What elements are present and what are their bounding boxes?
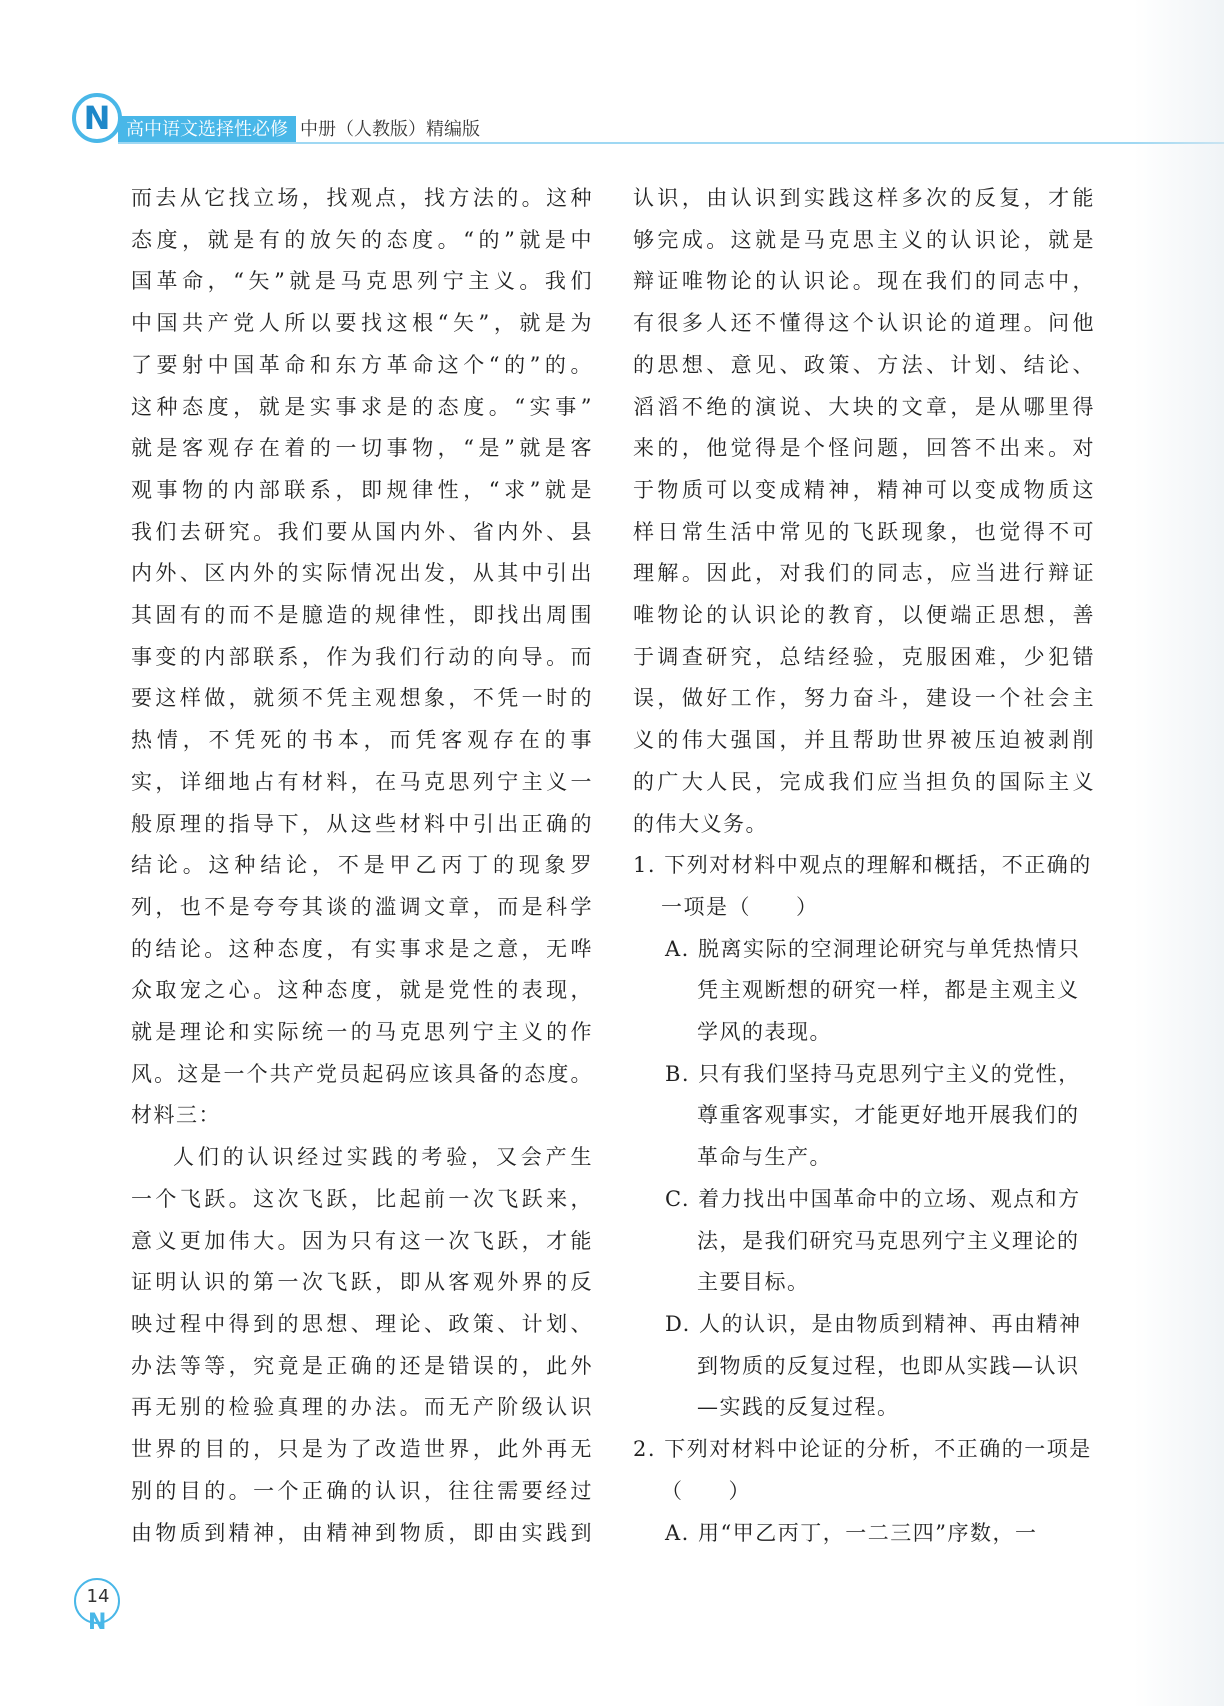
text-line: 一个飞跃。这次飞跃，比起前一次飞跃来， [131,1186,593,1211]
question-1-option-a: A. 脱离实际的空洞理论研究与单凭热情只凭主观断想的研究一样，都是主观主义学风的表现。 [665,936,1081,1045]
text-line: 认识，由认识到实践这样多次的反复，才能 [633,186,1095,210]
text-line: 国革命，“矢”就是马克思列宁主义。我们 [131,269,593,294]
text-line: 的伟大义务。 [633,811,768,836]
text-line: 风。这是一个共产党员起码应该具备的态度。 [131,1061,593,1086]
page-number-badge [74,1578,122,1635]
series-title: 高中语文选择性必修 [118,116,296,144]
material-heading: 材料三： [131,1103,221,1128]
text-line: 唯物论的认识论的教育，以便端正思想，善 [633,603,1095,628]
text-line: 样日常生活中常见的飞跃现象，也觉得不可 [633,519,1095,544]
text-line: 我们去研究。我们要从国内外、省内外、县 [131,519,593,544]
footer-logo-letter: N [88,1610,107,1635]
text-line: 人们的认识经过实践的考验，又会产生 [173,1145,593,1170]
text-line: 而去从它找立场，找观点，找方法的。这种 [131,186,593,210]
left-column [131,178,593,1554]
text-line: 观事物的内部联系，即规律性，“求”就是 [131,477,593,502]
text-line: 的思想、意见、政策、方法、计划、结论、 [633,352,1095,377]
text-line: 滔滔不绝的演说、大块的文章，是从哪里得 [633,394,1095,419]
text-line: 再无别的检验真理的办法。而无产阶级认识 [131,1395,593,1420]
text-line: 够完成。这就是马克思主义的认识论，就是 [633,227,1095,252]
text-line: 世界的目的，只是为了改造世界，此外再无 [131,1437,593,1462]
question-2-option-a: A. 用“甲乙丙丁，一二三四”序数，一 [665,1520,1038,1545]
text-line: 理解。因此，对我们的同志，应当进行辩证 [633,561,1095,586]
text-line: 别的目的。一个正确的认识，往往需要经过 [131,1478,593,1503]
text-line: 事变的内部联系，作为我们行动的向导。而 [131,644,593,669]
text-line: 实，详细地占有材料，在马克思列宁主义一 [131,769,593,794]
question-2-stem: 2. 下列对材料中论证的分析，不正确的一项是（ ） [633,1437,1092,1503]
text-line: 其固有的而不是臆造的规律性，即找出周围 [131,603,593,628]
book-subtitle: 中册（人教版）精编版 [300,119,480,140]
text-line: 来的，他觉得是个怪问题，回答不出来。对 [633,436,1095,461]
page-header [0,0,1224,170]
question-2 [633,1429,1095,1554]
text-line: 于物质可以变成精神，精神可以变成物质这 [633,477,1095,502]
text-line: 内外、区内外的实际情况出发，从其中引出 [131,561,593,586]
text-line: 的广大人民，完成我们应当担负的国际主义 [633,769,1095,794]
text-line: 辩证唯物论的认识论。现在我们的同志中， [633,269,1095,294]
text-line: 有很多人还不懂得这个认识论的道理。问他 [633,311,1095,336]
question-1-stem: 1. 下列对材料中观点的理解和概括，不正确的一项是（ ） [633,853,1092,919]
publisher-logo [72,93,122,143]
text-line: 由物质到精神，由精神到物质，即由实践到 [131,1520,593,1545]
text-line: 意义更加伟大。因为只有这一次飞跃，才能 [131,1228,593,1253]
text-line: 中国共产党人所以要找这根“矢”，就是为 [131,311,593,336]
text-line: 众取宠之心。这种态度，就是党性的表现， [131,978,593,1003]
logo-letter: N [83,99,111,137]
paragraph-3 [633,178,1095,845]
text-line: 般原理的指导下，从这些材料中引出正确的 [131,811,593,836]
question-1-option-c: C. 着力找出中国革命中的立场、观点和方法，是我们研究马克思列宁主义理论的主要目标。 [665,1186,1081,1295]
text-line: 列，也不是夸夸其谈的滥调文章，而是科学 [131,894,593,919]
header-rule [118,142,1224,144]
text-line: 证明认识的第一次飞跃，即从客观外界的反 [131,1270,593,1295]
text-line: 义的伟大强国，并且帮助世界被压迫被剥削 [633,728,1095,753]
text-line: 映过程中得到的思想、理论、政策、计划、 [131,1311,593,1336]
page-edge-shadow [1134,0,1224,1706]
text-line: 热情，不凭死的书本，而凭客观存在的事 [131,728,593,753]
text-line: 误，做好工作，努力奋斗，建设一个社会主 [633,686,1095,711]
text-line: 就是理论和实际统一的马克思列宁主义的作 [131,1020,593,1045]
text-line: 结论。这种结论，不是甲乙丙丁的现象罗 [131,853,593,878]
text-line: 办法等等，究竟是正确的还是错误的，此外 [131,1353,593,1378]
right-column [633,178,1095,1554]
question-1 [633,845,1095,1429]
text-line: 于调查研究，总结经验，克服困难，少犯错 [633,644,1095,669]
question-1-option-b: B. 只有我们坚持马克思列宁主义的党性，尊重客观事实，才能更好地开展我们的革命与生产。 [665,1061,1081,1170]
page-number: 14 [86,1586,110,1607]
text-line: 了要射中国革命和东方革命这个“的”的。 [131,352,593,377]
text-line: 态度，就是有的放矢的态度。“的”就是中 [131,227,593,252]
text-line: 要这样做，就须不凭主观想象，不凭一时的 [131,686,593,711]
text-line: 这种态度，就是实事求是的态度。“实事” [131,394,593,419]
text-line: 的结论。这种态度，有实事求是之意，无哗 [131,936,593,961]
paragraph-1 [131,178,593,1095]
paragraph-2 [131,1137,593,1554]
question-1-option-d: D. 人的认识，是由物质到精神、再由精神到物质的反复过程，也即从实践—认识—实践的反复过程。 [665,1311,1082,1420]
text-line: 就是客观存在着的一切事物，“是”就是客 [131,436,593,461]
